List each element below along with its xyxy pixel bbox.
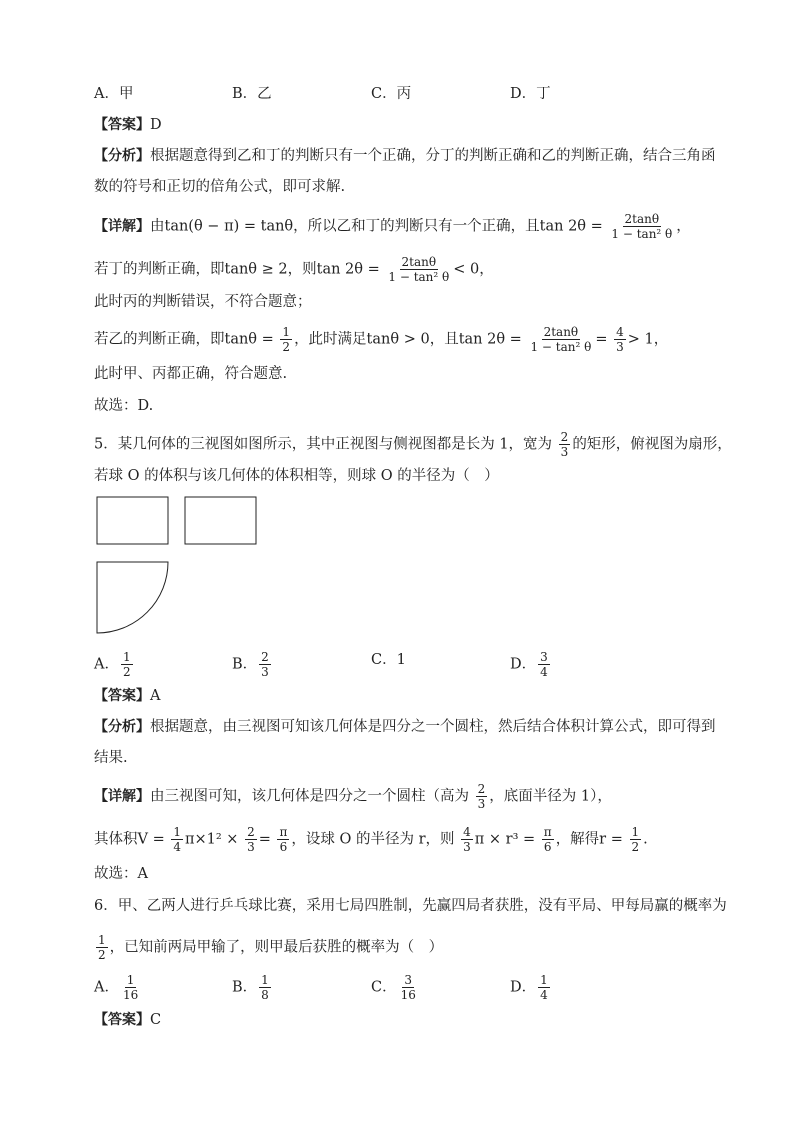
fraction bbox=[386, 255, 451, 284]
fraction-denominator: 1 − tan² θ bbox=[388, 270, 450, 284]
q4-detail-line-4 bbox=[94, 325, 668, 354]
q4-conclusion: 故选：D. bbox=[94, 398, 154, 414]
text-fragment: < 0， bbox=[453, 261, 494, 278]
top-view-sector bbox=[97, 562, 168, 633]
fraction bbox=[121, 973, 140, 1002]
q4-detail-line-2 bbox=[94, 255, 494, 284]
fraction bbox=[476, 782, 488, 811]
fraction bbox=[630, 825, 642, 854]
text-fragment: A bbox=[150, 688, 161, 704]
text-fragment: 【详解】 bbox=[94, 788, 150, 805]
fraction-numerator: 1 bbox=[282, 325, 291, 339]
fraction-denominator: 3 bbox=[261, 665, 269, 679]
fraction-denominator: 3 bbox=[616, 340, 624, 354]
text-fragment: ，已知前两局甲输了，则甲最后获胜的概率为（ ） bbox=[109, 939, 444, 956]
text-fragment: ，解得r = bbox=[555, 831, 623, 848]
text-fragment: 由tan(θ − π) = tanθ，所以乙和丁的判断只有一个正确，且tan 2θ = bbox=[150, 218, 603, 235]
fraction bbox=[121, 650, 133, 679]
fraction bbox=[538, 650, 550, 679]
q6-stem-line-1: 6．甲、乙两人进行乒乓球比赛，采用七局四胜制，先赢四局者获胜，没有平局、甲每局赢的概率为 bbox=[94, 898, 727, 914]
fraction-denominator: 2 bbox=[122, 665, 131, 679]
q5-detail-line-1 bbox=[94, 782, 612, 811]
text-fragment: 1 bbox=[396, 652, 406, 668]
fraction-numerator: 4 bbox=[616, 325, 624, 339]
fraction-numerator: 2tanθ bbox=[543, 325, 579, 339]
q4-option-a: A．甲 bbox=[94, 86, 134, 102]
q4-option-d: D．丁 bbox=[510, 86, 551, 102]
fraction-numerator: 1 bbox=[261, 973, 269, 987]
fraction bbox=[528, 325, 593, 354]
fraction-numerator: π bbox=[543, 825, 552, 839]
text-fragment: 【详解】 bbox=[94, 218, 150, 235]
q5-detail-line-2 bbox=[94, 825, 648, 854]
text-fragment: π × r³ = bbox=[474, 831, 536, 848]
fraction bbox=[542, 825, 554, 854]
fraction bbox=[96, 933, 108, 962]
three-view-figure bbox=[94, 494, 274, 640]
text-fragment: A． bbox=[94, 656, 119, 673]
q5-stem-line-1 bbox=[94, 430, 732, 459]
q6-option-b bbox=[232, 973, 273, 1002]
fraction-denominator: 4 bbox=[540, 665, 548, 679]
fraction bbox=[259, 973, 271, 1002]
fraction-numerator: π bbox=[279, 825, 288, 839]
fraction-numerator: 3 bbox=[404, 973, 413, 987]
text-fragment: C． bbox=[371, 652, 397, 668]
q4-analysis-line-1 bbox=[94, 146, 716, 166]
q5-stem-line-2: 若球 O 的体积与该几何体的体积相等，则球 O 的半径为（ ） bbox=[94, 468, 499, 484]
text-fragment: > 1， bbox=[627, 331, 669, 348]
fraction bbox=[259, 650, 271, 679]
fraction bbox=[245, 825, 257, 854]
text-fragment: 【答案】 bbox=[94, 688, 150, 704]
q6-stem-line-2 bbox=[94, 933, 443, 962]
text-fragment: 【分析】 bbox=[94, 719, 150, 735]
fraction-numerator: 2 bbox=[247, 825, 255, 839]
fraction-numerator: 2 bbox=[261, 650, 269, 664]
front-view-rect bbox=[97, 497, 168, 544]
fraction-denominator: 8 bbox=[261, 988, 269, 1002]
text-fragment: 【分析】 bbox=[94, 148, 150, 164]
q6-option-d bbox=[510, 973, 552, 1002]
fraction-numerator: 4 bbox=[463, 825, 471, 839]
fraction-denominator: 16 bbox=[122, 988, 139, 1002]
fraction bbox=[614, 325, 626, 354]
fraction-numerator: 1 bbox=[631, 825, 640, 839]
fraction-denominator: 4 bbox=[540, 988, 548, 1002]
text-fragment: B． bbox=[232, 656, 258, 673]
fraction-denominator: 2 bbox=[98, 948, 106, 962]
text-fragment: D． bbox=[510, 979, 537, 996]
fraction-numerator: 1 bbox=[98, 933, 106, 947]
fraction-denominator: 1 − tan² θ bbox=[611, 227, 673, 241]
text-fragment: π×1² × bbox=[184, 831, 239, 848]
fraction-denominator: 3 bbox=[463, 840, 471, 854]
q6-option-c bbox=[371, 973, 420, 1002]
fraction-numerator: 1 bbox=[122, 650, 131, 664]
fraction-numerator: 1 bbox=[540, 973, 548, 987]
text-fragment: ， bbox=[676, 218, 691, 235]
fraction-denominator: 4 bbox=[173, 840, 181, 854]
fraction-numerator: 1 bbox=[126, 973, 135, 987]
text-fragment: 其体积V = bbox=[94, 831, 165, 848]
text-fragment: D． bbox=[510, 656, 537, 673]
q6-answer bbox=[94, 1010, 161, 1030]
text-fragment: A． bbox=[94, 979, 119, 996]
text-fragment: 若丁的判断正确，即tanθ ≥ 2，则tan 2θ = bbox=[94, 261, 380, 278]
text-fragment: 【答案】 bbox=[94, 117, 150, 133]
fraction bbox=[609, 212, 674, 241]
fraction bbox=[277, 825, 289, 854]
fraction-numerator: 3 bbox=[540, 650, 548, 664]
text-fragment: ，设球 O 的半径为 r，则 bbox=[291, 831, 455, 848]
fraction bbox=[399, 973, 418, 1002]
text-fragment: 若乙的判断正确，即tanθ = bbox=[94, 331, 274, 348]
text-fragment: 由三视图可知，该几何体是四分之一个圆柱（高为 bbox=[150, 788, 469, 805]
text-fragment: ，此时满足tanθ > 0，且tan 2θ = bbox=[294, 331, 522, 348]
fraction-denominator: 2 bbox=[282, 340, 291, 354]
fraction-denominator: 16 bbox=[400, 988, 416, 1002]
fraction-numerator: 2 bbox=[477, 782, 486, 796]
text-fragment: B． bbox=[232, 979, 258, 996]
q4-detail-line-3: 此时丙的判断错误，不符合题意； bbox=[94, 294, 312, 310]
text-fragment: 根据题意，由三视图可知该几何体是四分之一个圆柱，然后结合体积计算公式，即可得到 bbox=[150, 719, 716, 735]
q5-answer bbox=[94, 686, 160, 706]
fraction bbox=[171, 825, 183, 854]
fraction-denominator: 3 bbox=[477, 797, 486, 811]
q5-option-b bbox=[232, 650, 273, 679]
text-fragment: 5．某几何体的三视图如图所示，其中正视图与侧视图都是长为 1，宽为 bbox=[94, 436, 553, 453]
q5-analysis-line-1 bbox=[94, 717, 716, 737]
fraction-denominator: 6 bbox=[543, 840, 552, 854]
q4-answer bbox=[94, 115, 162, 135]
side-view-rect bbox=[185, 497, 256, 544]
fraction-numerator: 2 bbox=[560, 430, 569, 444]
text-fragment: 【答案】 bbox=[94, 1012, 150, 1028]
fraction-denominator: 2 bbox=[631, 840, 640, 854]
text-fragment: C bbox=[150, 1012, 162, 1028]
fraction bbox=[461, 825, 473, 854]
q6-option-a bbox=[94, 973, 142, 1002]
text-fragment: . bbox=[643, 831, 648, 848]
q5-option-c bbox=[371, 650, 406, 670]
text-fragment: 根据题意得到乙和丁的判断只有一个正确，分丁的判断正确和乙的判断正确，结合三角函 bbox=[150, 148, 716, 164]
text-fragment: ，底面半径为 1）， bbox=[489, 788, 612, 805]
fraction bbox=[538, 973, 550, 1002]
fraction-numerator: 2tanθ bbox=[401, 255, 437, 269]
text-fragment: C． bbox=[371, 979, 397, 996]
q4-option-c: C．丙 bbox=[371, 86, 412, 102]
q5-option-d bbox=[510, 650, 552, 679]
text-fragment: = bbox=[258, 831, 271, 848]
fraction-denominator: 1 − tan² θ bbox=[530, 340, 592, 354]
q4-detail-line-5: 此时甲、丙都正确，符合题意. bbox=[94, 366, 288, 382]
q5-analysis-line-2: 结果. bbox=[94, 750, 128, 766]
fraction-denominator: 3 bbox=[560, 445, 569, 459]
q5-option-a bbox=[94, 650, 135, 679]
q4-detail-line-1 bbox=[94, 212, 691, 241]
q5-conclusion: 故选：A bbox=[94, 866, 148, 882]
fraction bbox=[559, 430, 571, 459]
fraction-numerator: 1 bbox=[173, 825, 181, 839]
fraction-numerator: 2tanθ bbox=[624, 212, 660, 226]
q4-analysis-line-2: 数的符号和正切的倍角公式，即可求解. bbox=[94, 179, 346, 195]
text-fragment: = bbox=[595, 331, 608, 348]
q4-option-b: B．乙 bbox=[232, 86, 272, 102]
fraction-denominator: 3 bbox=[247, 840, 255, 854]
fraction-denominator: 6 bbox=[279, 840, 288, 854]
text-fragment: D bbox=[150, 117, 162, 133]
fraction bbox=[280, 325, 292, 354]
text-fragment: 的矩形，俯视图为扇形， bbox=[572, 436, 732, 453]
